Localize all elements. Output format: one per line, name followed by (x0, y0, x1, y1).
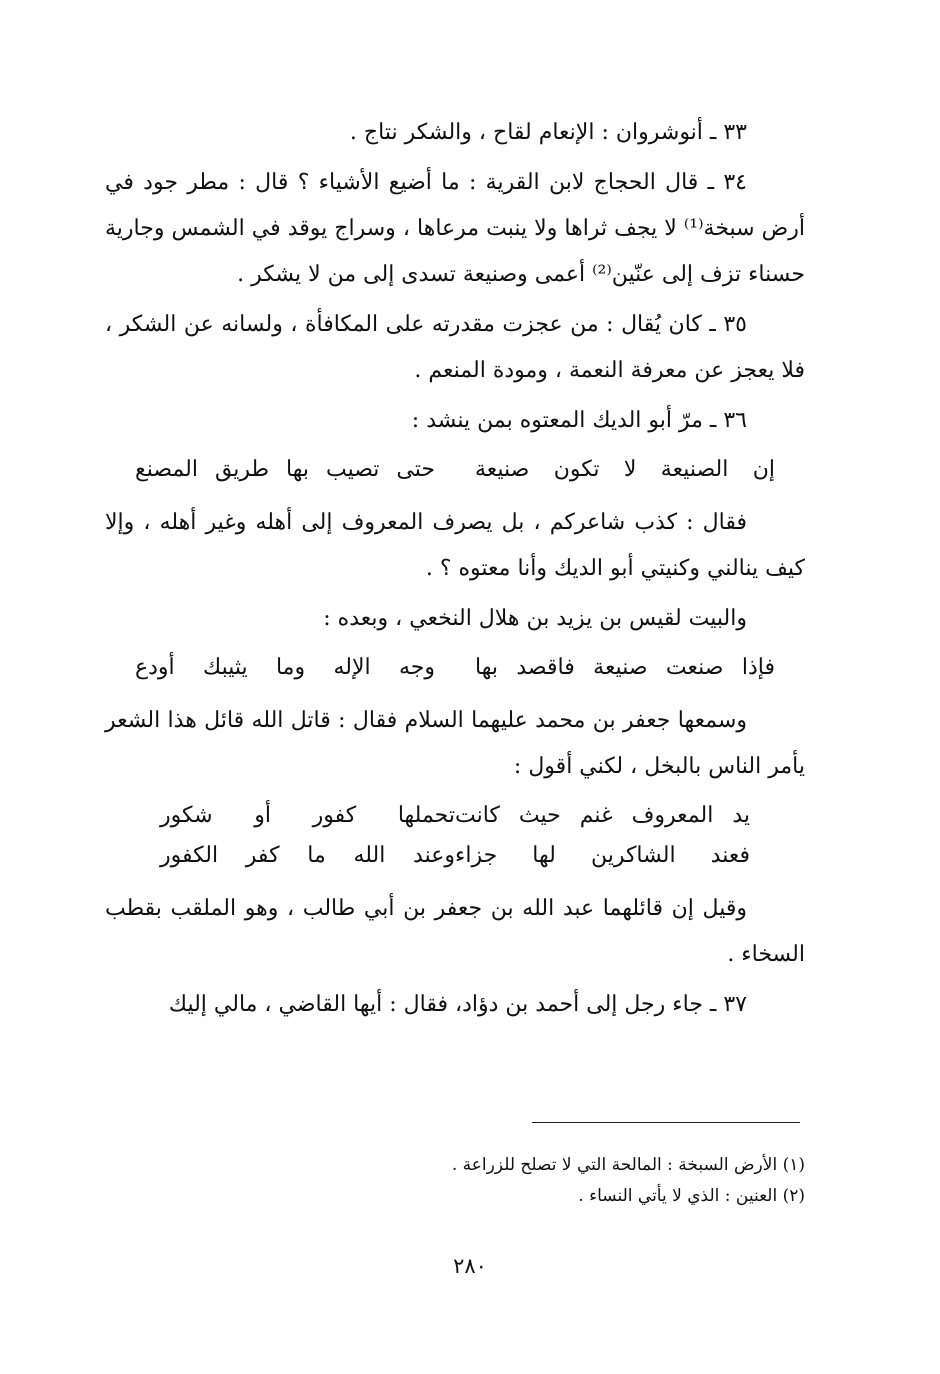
verse-2 (105, 646, 805, 690)
verse-3-second-hemistich: تحملها كفور أو شكور (160, 803, 455, 828)
verse-1 (105, 448, 805, 492)
footnote-separator (532, 1122, 800, 1123)
verse-2-first-hemistich: فإذا صنعت صنيعة فاقصد بها (475, 655, 775, 680)
verse-1-second-hemistich: حتى تصيب بها طريق المصنع (135, 457, 435, 482)
footnotes (285, 1150, 805, 1212)
paragraph-33: ٣٣ ـ أنوشروان : الإنعام لقاح ، والشكر نتاج . (349, 120, 747, 145)
paragraph-36-reply: فقال : كذب شاعركم ، بل يصرف المعروف إلى أهله وغير أهله ، وإلا كيف ينالني وكنيتي أبو الديك وأنا معتوه ؟ . (105, 510, 805, 581)
paragraph-36: ٣٦ ـ مرّ أبو الديك المعتوه بمن ينشد : (411, 408, 747, 433)
paragraph-36-jafar: وسمعها جعفر بن محمد عليهما السلام فقال : قاتل الله قائل هذا الشعر يأمر الناس بالبخل ، لكني أقول : (105, 708, 805, 779)
paragraph-36-qutb: وقيل إن قائلهما عبد الله بن جعفر بن أبي طالب ، وهو الملقب بقطب السخاء . (105, 896, 805, 967)
verse-4-second-hemistich: وعند الله ما كفر الكفور (160, 843, 455, 868)
verse-4 (105, 836, 805, 876)
paragraph-37: ٣٧ ـ جاء رجل إلى أحمد بن دؤاد، فقال : أيها القاضي ، مالي إليك (168, 992, 747, 1017)
verse-4-first-hemistich: فعند الشاكرين لها جزاء (455, 843, 750, 868)
verse-3 (105, 796, 805, 836)
verse-3-first-hemistich: يد المعروف غنم حيث كانت (455, 803, 750, 828)
verse-2-second-hemistich: وجه الإله وما يثيبك أودع (135, 655, 435, 680)
paragraph-34: ٣٤ ـ قال الحجاج لابن القرية : ما أضيع الأشياء ؟ قال : مطر جود في أرض سبخة⁽¹⁾ لا يجف ثراها ولا ينبت مرعاها ، وسراج يوقد في الشمس وجارية حسناء تزف إلى عنّين⁽²⁾ أعمى وصنيعة تسدى إلى من لا يشكر . (105, 170, 805, 287)
page-number: ٢٨٠ (453, 1254, 487, 1278)
paragraph-35: ٣٥ ـ كان يُقال : من عجزت مقدرته على المكافأة ، ولسانه عن الشكر ، فلا يعجز عن معرفة النعمة ، ومودة المنعم . (105, 312, 805, 383)
footnote-2: (٢) العنين : الذي لا يأتي النساء . (578, 1186, 805, 1206)
paragraph-36-attribution: والبيت لقيس بن يزيد بن هلال النخعي ، وبعده : (323, 606, 747, 631)
footnote-1: (١) الأرض السبخة : المالحة التي لا تصلح للزراعة . (451, 1155, 805, 1175)
verse-group (105, 796, 805, 876)
page-body (105, 110, 805, 1032)
verse-1-first-hemistich: إن الصنيعة لا تكون صنيعة (475, 457, 775, 482)
